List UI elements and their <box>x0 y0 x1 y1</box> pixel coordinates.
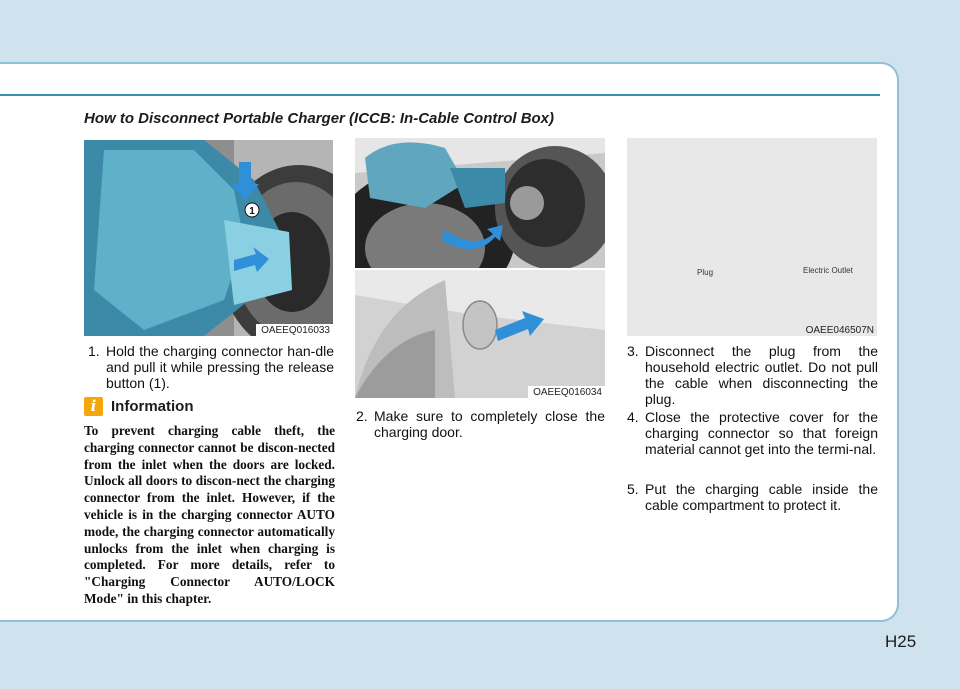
header-rule <box>0 94 880 96</box>
step-4 <box>627 409 878 457</box>
label-plug: Plug <box>697 268 714 277</box>
step-text: Put the charging cable inside the cable compartment to protect it. <box>645 481 878 513</box>
figure-code: OAEEQ016034 <box>528 386 605 398</box>
step-number: 1. <box>88 343 100 359</box>
step-text: Close the protective cover for the charging connector so that foreign material cannot get into the termi-nal. <box>645 409 878 457</box>
step-number: 3. <box>627 343 639 359</box>
figure-disconnect-connector <box>84 140 333 336</box>
figure-plug-outlet <box>627 138 877 336</box>
charging-door-illustration <box>355 138 605 268</box>
step-3 <box>627 343 878 407</box>
label-electric-outlet: Electric Outlet <box>803 266 853 275</box>
section-title: How to Disconnect Portable Charger (ICCB: In-Cable Control Box) <box>84 110 555 127</box>
callout-number: 1 <box>249 206 255 217</box>
step-text: Make sure to completely close the charging door. <box>374 408 605 440</box>
figure-charging-door-closed <box>355 270 605 398</box>
car-side-illustration <box>355 270 605 398</box>
step-2 <box>356 408 605 440</box>
step-text: Hold the charging connector han-dle and pull it while pressing the release button (1). <box>106 343 334 391</box>
step-number: 4. <box>627 409 639 425</box>
step-number: 2. <box>356 408 368 424</box>
info-icon: i <box>84 397 103 416</box>
info-title: Information <box>111 398 194 415</box>
step-1 <box>88 343 334 391</box>
step-number: 5. <box>627 481 639 497</box>
info-body: To prevent charging cable theft, the charging connector cannot be discon-nected from the inlet when the doors are locked. Unlock all doors to discon-nect the charging connector from the inlet. However, if the vehicle is in the charging connector AUTO mode, the charging connector automatically unlocks from the inlet when charging is completed. For more details, refer to "Charging Connector AUTO/LOCK Mode" in this chapter. <box>84 423 335 606</box>
step-text: Disconnect the plug from the household electric outlet. Do not pull the cable when disconnecting the plug. <box>645 343 878 407</box>
figure-code: OAEEQ016033 <box>256 324 333 336</box>
figure-charging-door-open <box>355 138 605 268</box>
connector-illustration <box>84 140 333 336</box>
figure-code: OAEE046507N <box>801 324 877 336</box>
page-number: H25 <box>885 632 917 651</box>
step-5 <box>627 481 878 513</box>
